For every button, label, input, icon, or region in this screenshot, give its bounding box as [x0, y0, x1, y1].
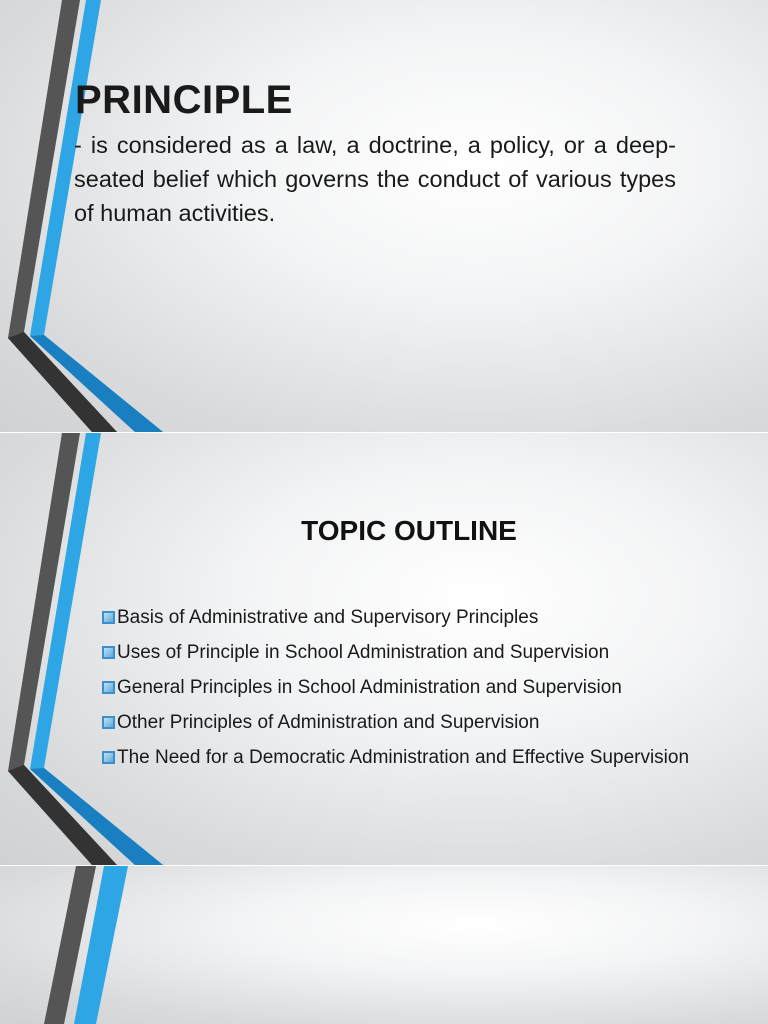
checkbox-square-icon	[102, 681, 115, 694]
slide-title: TOPIC OUTLINE	[301, 515, 517, 546]
checkbox-square-icon	[102, 611, 115, 624]
list-item: The Need for a Democratic Administration and Effective Supervision	[102, 745, 718, 771]
slide-topic-outline	[0, 433, 768, 865]
checkbox-square-icon	[102, 751, 115, 764]
slide-decoration	[0, 866, 768, 1024]
list-item: Uses of Principle in School Administration and Supervision	[102, 640, 718, 666]
definition-text: - is considered as a law, a doctrine, a policy, or a deep-seated belief which governs the conduct of various types of human activities.	[74, 132, 676, 226]
topic-list	[102, 605, 718, 780]
slide-next	[0, 866, 768, 1024]
list-item: Basis of Administrative and Supervisory Principles	[102, 605, 718, 631]
slide-title: PRINCIPLE	[75, 78, 293, 122]
checkbox-square-icon	[102, 646, 115, 659]
list-item: Other Principles of Administration and Supervision	[102, 710, 718, 736]
checkbox-square-icon	[102, 716, 115, 729]
slide-principle	[0, 0, 768, 432]
list-item: General Principles in School Administration and Supervision	[102, 675, 718, 701]
